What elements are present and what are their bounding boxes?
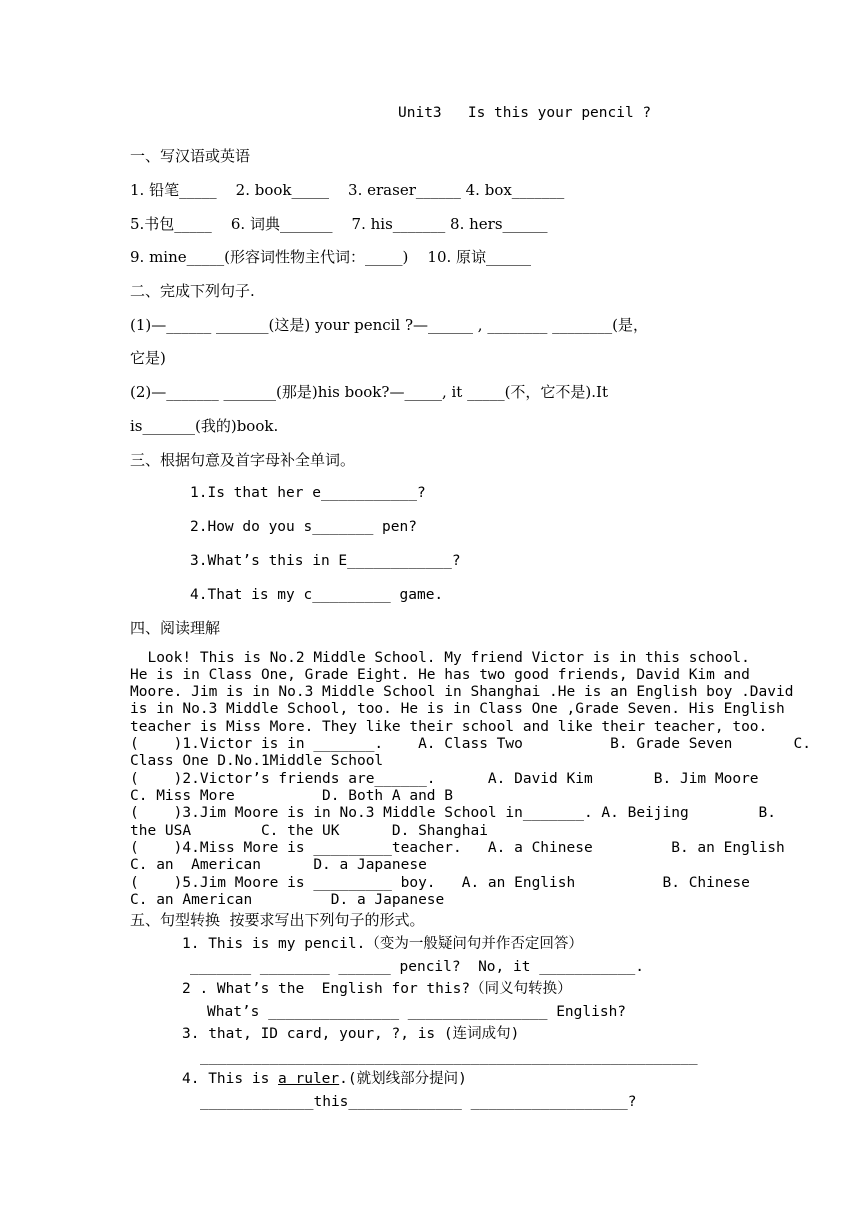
reading-line: He is in Class One, Grade Eight. He has two good friends, David Kim and [130,667,750,683]
section-5-q4-answer: _____________this_____________ __________________? [200,1094,637,1110]
section-1-row-2: 5.书包_____ 6. 词典_______ 7. his_______ 8. hers______ [130,215,548,233]
section-3-heading: 三、根据句意及首字母补全单词。 [130,451,356,469]
section-2-q1-line-1: (1)—______ _______(这是) your pencil ?—______ , ________ ________(是， [130,316,648,334]
section-5-q1: 1. This is my pencil.（变为一般疑问句并作否定回答） [182,936,583,952]
section-5-q3: 3. that, ID card, your, ?, is (连词成句) [182,1026,520,1042]
question-line: C. Miss More D. Both A and B [130,788,454,804]
section-5-q2-answer: What’s _______________ ________________ English? [207,1004,627,1020]
section-1-row-3: 9. mine_____(形容词性物主代词：_____) 10. 原谅______ [130,248,532,266]
section-2-q2-line-1: (2)—_______ _______(那是)his book?—_____, it _____(不，它不是).It [130,383,608,401]
section-3-item: 1.Is that her e___________? [190,485,426,501]
question-line: C. an American D. a Japanese [130,857,427,873]
question-line: the USA C. the UK D. Shanghai [130,823,488,839]
section-5-q3-answer: _________________________________________________________ [200,1049,698,1065]
q4-underlined-phrase: a ruler [278,1071,340,1087]
page-title: Unit3 Is this your pencil ? [398,105,652,121]
question-line: C. an American D. a Japanese [130,892,445,908]
reading-line: Moore. Jim is in No.3 Middle School in Shanghai .He is an English boy .David [130,684,794,700]
question-line: ( )2.Victor’s friends are______. A. David Kim B. Jim Moore [130,771,759,787]
section-4-heading: 四、阅读理解 [130,619,221,637]
section-5-q1-answer: _______ ________ ______ pencil? No, it ___________. [190,959,644,975]
reading-line: is in No.3 Middle School, too. He is in Class One ,Grade Seven. His English [130,701,785,717]
section-5-q2: 2 . What’s the English for this?（同义句转换） [182,981,572,997]
q4-suffix: .(就划线部分提问) [339,1071,467,1087]
section-1-row-1: 1. 铅笔_____ 2. book_____ 3. eraser______ 4. box_______ [130,181,565,199]
section-2-q1-line-2: 它是) [130,349,166,367]
question-line: ( )5.Jim Moore is _________ boy. A. an English B. Chinese [130,875,750,891]
reading-line: teacher is Miss More. They like their school and like their teacher, too. [130,719,768,735]
section-2-heading: 二、完成下列句子. [130,282,255,300]
section-3-item: 4.That is my c_________ game. [190,587,444,603]
section-3-item: 2.How do you s_______ pen? [190,519,417,535]
question-line: ( )1.Victor is in _______. A. Class Two B. Grade Seven C. [130,736,811,752]
section-2-q2-line-2: is_______(我的)book. [130,417,279,435]
section-5-q4 [182,1070,467,1088]
reading-line: Look! This is No.2 Middle School. My friend Victor is in this school. [130,650,750,666]
question-line: ( )4.Miss More is _________teacher. A. a Chinese B. an English [130,840,785,856]
q4-prefix: 4. This is [182,1071,279,1087]
question-line: Class One D.No.1Middle School [130,753,384,769]
section-1-heading: 一、写汉语或英语 [130,147,251,165]
question-line: ( )3.Jim Moore is in No.3 Middle School in_______. A. Beijing B. [130,805,777,821]
section-3-item: 3.What’s this in E____________? [190,553,461,569]
section-5-heading: 五、句型转换 按要求写出下列句子的形式。 [130,911,425,929]
